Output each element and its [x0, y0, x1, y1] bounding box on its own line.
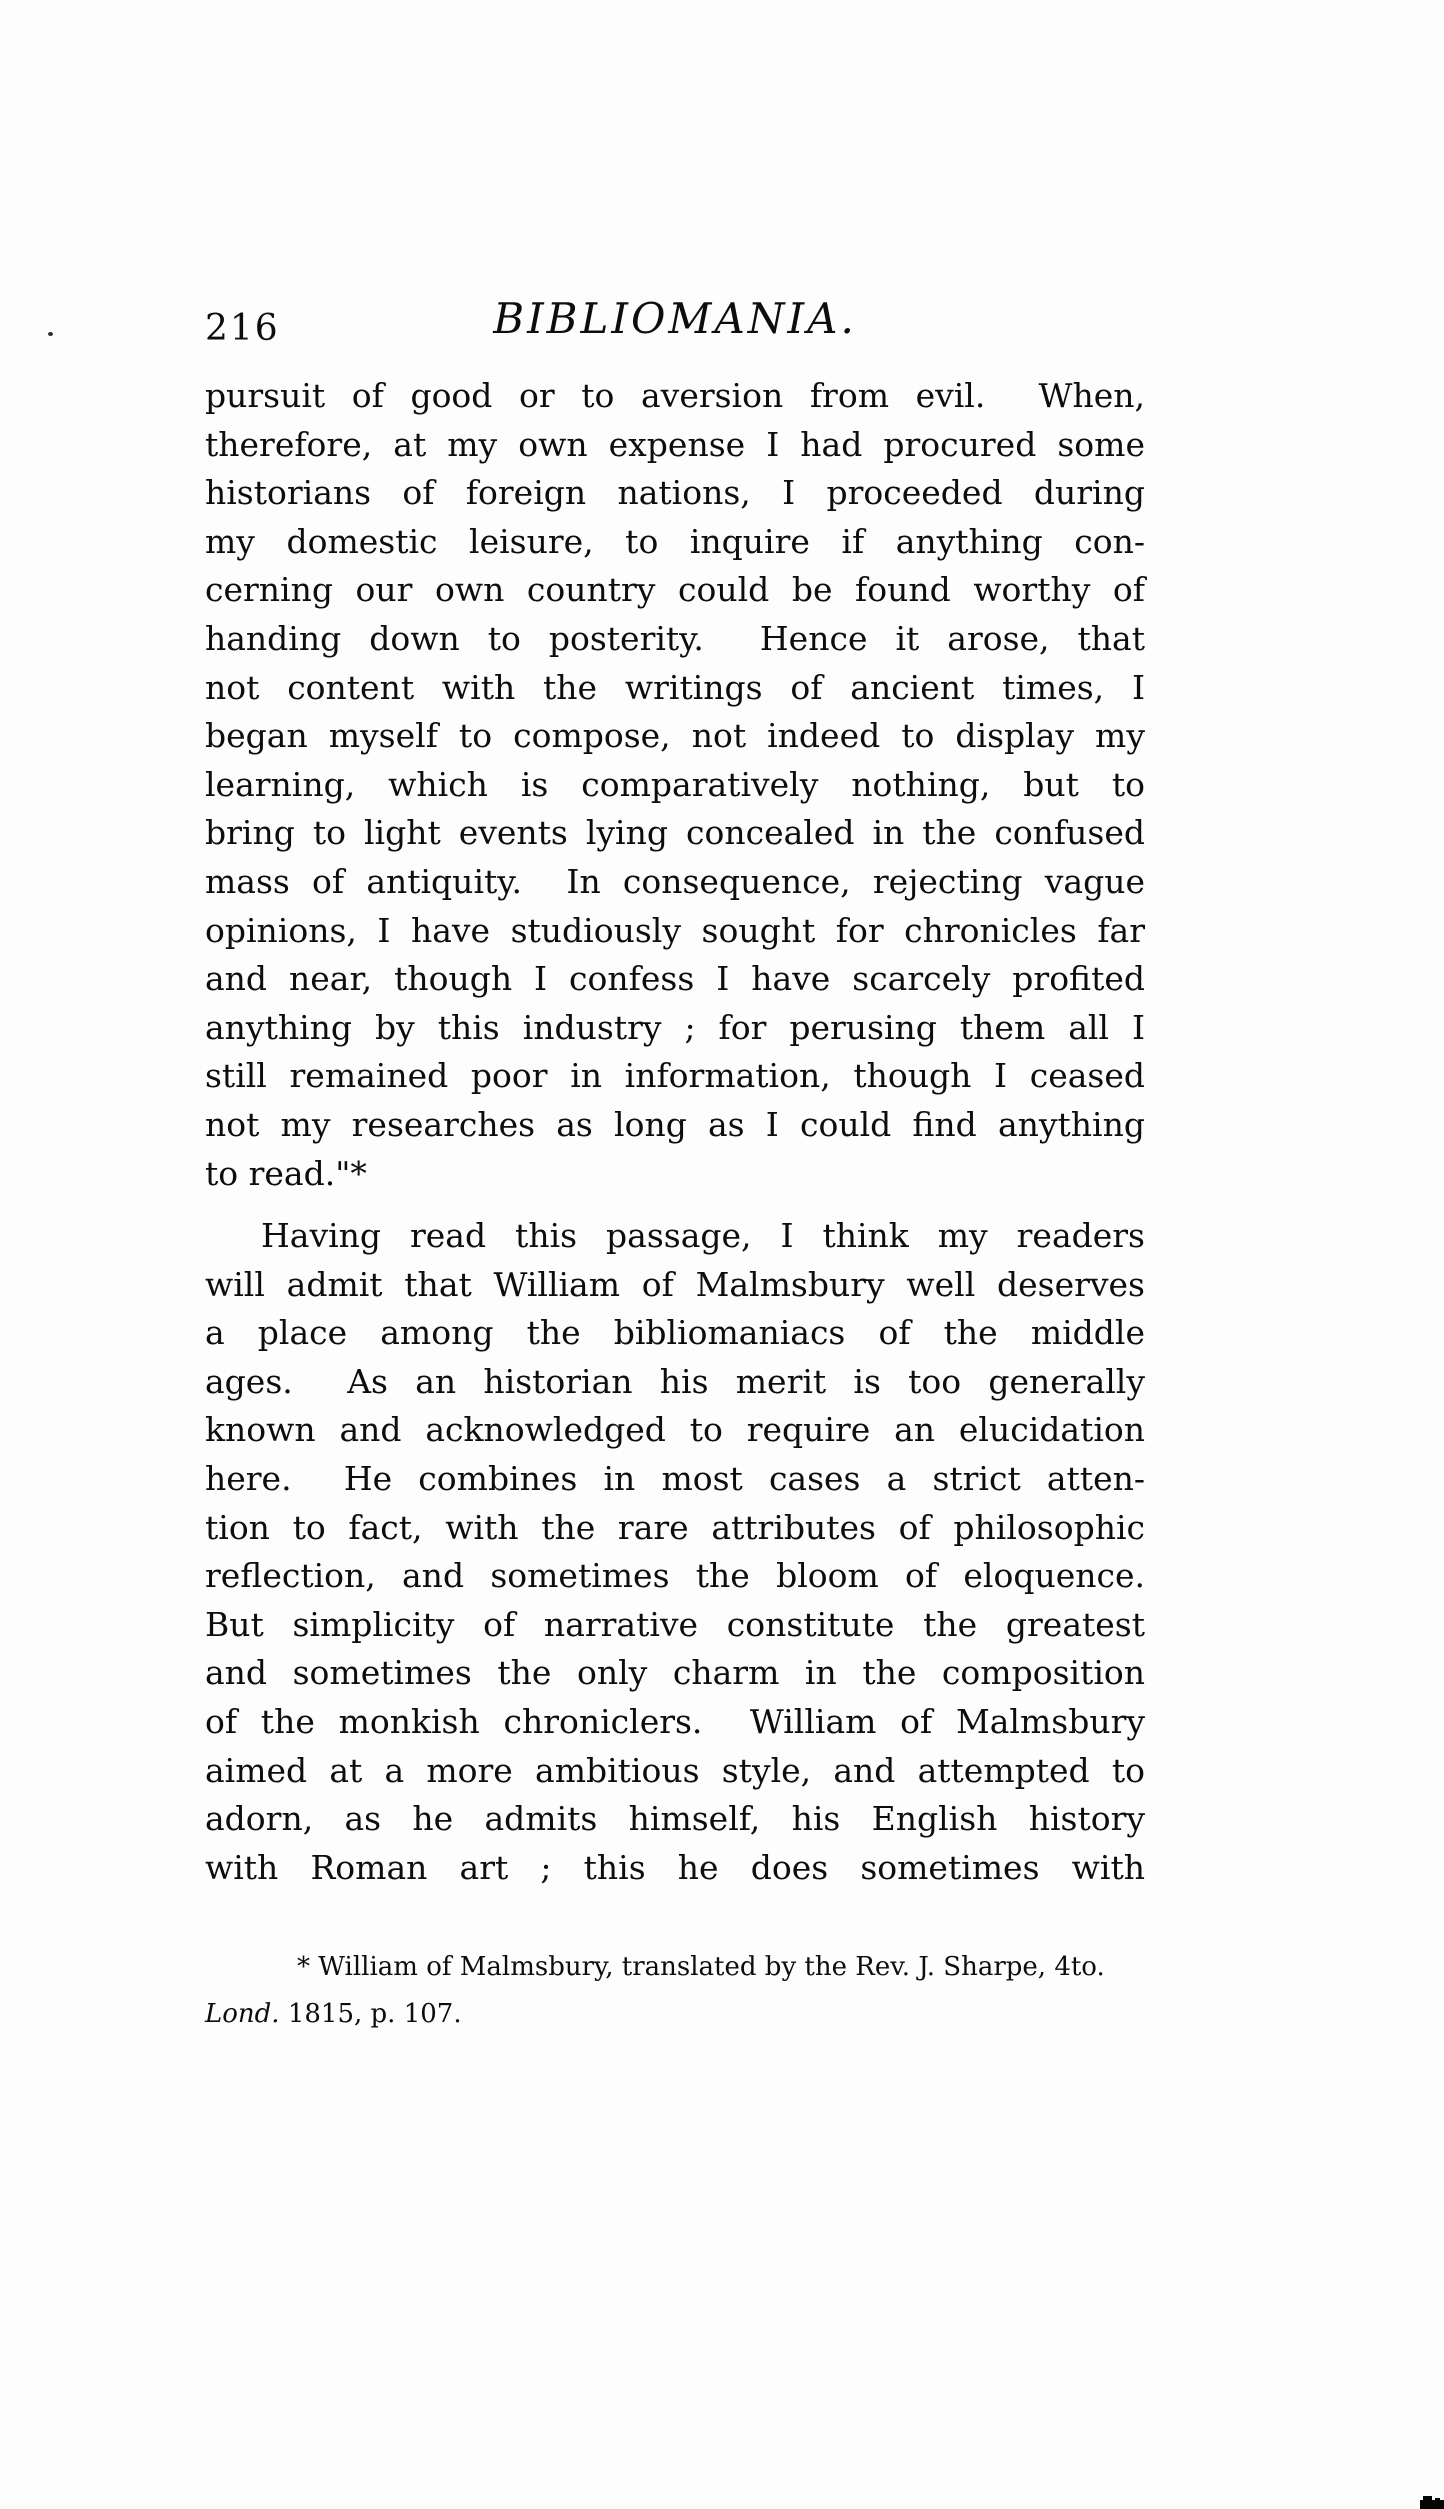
- page-header-title: BIBLIOMANIA.: [493, 294, 857, 343]
- text-line: not my researches as long as I could find anything: [205, 1104, 1145, 1144]
- text-line: not content with the writings of ancient times, I: [205, 667, 1145, 707]
- text-line: and near, though I confess I have scarcely profited: [205, 959, 1145, 999]
- footnote-source-abbrev: Lond.: [205, 1999, 280, 2029]
- text-line: began myself to compose, not indeed to display my: [205, 716, 1145, 756]
- page-number: 216: [205, 308, 280, 349]
- text-line: of the monkish chroniclers. William of Malmsbury: [205, 1701, 1145, 1741]
- text-line: mass of antiquity. In consequence, rejecting vague: [205, 861, 1145, 901]
- footnote: [205, 1944, 1145, 2038]
- ink-speck: [48, 332, 53, 336]
- scan-edge-artifact: [1420, 2500, 1444, 2509]
- text-line: pursuit of good or to aversion from evil. When,: [205, 376, 1145, 415]
- text-line: a place among the bibliomaniacs of the middle: [205, 1313, 1145, 1353]
- text-line: adorn, as he admits himself, his English history: [205, 1799, 1145, 1839]
- text-line: with Roman art ; this he does sometimes with: [205, 1847, 1145, 1887]
- text-line: aimed at a more ambitious style, and attempted to: [205, 1750, 1145, 1790]
- text-line: opinions, I have studiously sought for chronicles far: [205, 910, 1145, 950]
- text-line: my domestic leisure, to inquire if anything con-: [205, 521, 1145, 561]
- text-line: cerning our own country could be found worthy of: [205, 570, 1145, 610]
- footnote-line: [205, 1991, 1145, 2038]
- paragraph-2: [205, 1212, 1145, 1892]
- text-line: historians of foreign nations, I proceeded during: [205, 473, 1145, 513]
- text-line: to read."*: [205, 1153, 367, 1193]
- text-line: learning, which is comparatively nothing, but to: [205, 764, 1145, 804]
- text-line: anything by this industry ; for perusing them all I: [205, 1007, 1145, 1047]
- text-line: bring to light events lying concealed in the confused: [205, 813, 1145, 853]
- text-line: therefore, at my own expense I had procured some: [205, 424, 1145, 464]
- footnote-source-detail: 1815, p. 107.: [287, 1999, 462, 2029]
- text-line: will admit that William of Malmsbury well deserves: [205, 1264, 1145, 1304]
- text-line: here. He combines in most cases a strict atten-: [205, 1458, 1145, 1498]
- text-line: known and acknowledged to require an elucidation: [205, 1410, 1145, 1450]
- text-line: But simplicity of narrative constitute the greatest: [205, 1604, 1145, 1644]
- text-line: Having read this passage, I think my readers: [261, 1216, 1145, 1255]
- text-line: reflection, and sometimes the bloom of eloquence.: [205, 1556, 1145, 1596]
- text-line: ages. As an historian his merit is too generally: [205, 1361, 1145, 1401]
- text-line: tion to fact, with the rare attributes of philosophic: [205, 1507, 1145, 1547]
- footnote-line: * William of Malmsbury, translated by the Rev. J. Sharpe, 4to.: [297, 1952, 1105, 1982]
- paragraph-1: [205, 372, 1145, 1198]
- text-line: and sometimes the only charm in the composition: [205, 1653, 1145, 1693]
- text-line: still remained poor in information, though I ceased: [205, 1056, 1145, 1096]
- text-line: handing down to posterity. Hence it arose, that: [205, 618, 1145, 658]
